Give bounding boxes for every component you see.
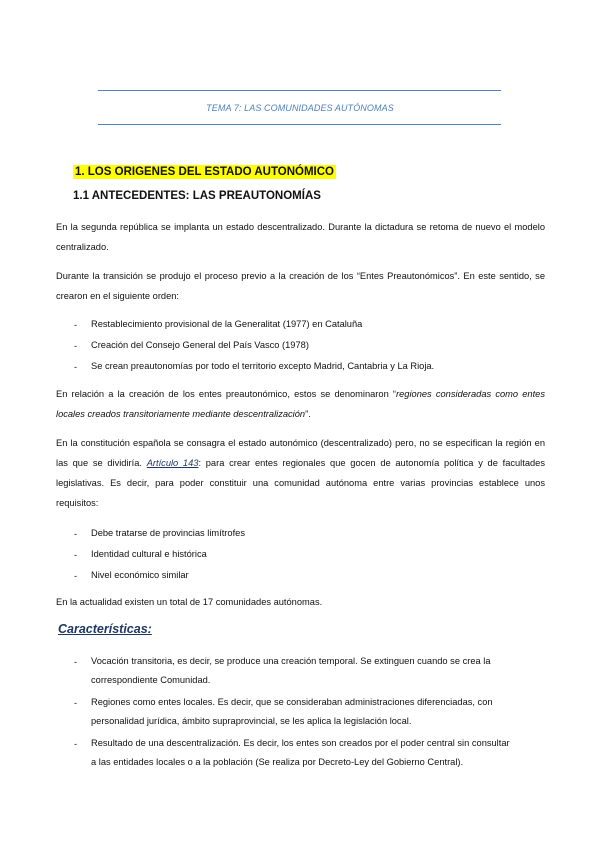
list-item: Identidad cultural e histórica — [91, 549, 207, 559]
list-item-continuation: personalidad jurídica, ámbito supraprovincial, se les aplica la legislación local. — [91, 716, 412, 726]
list-item: Debe tratarse de provincias limítrofes — [91, 528, 245, 538]
header-rule-bottom — [98, 124, 501, 125]
list-item: Resultado de una descentralización. Es decir, los entes son creados por el poder central sin consultar — [91, 738, 510, 748]
subsection-heading: 1.1 ANTECEDENTES: LAS PREAUTONOMÍAS — [73, 190, 321, 202]
list-item-continuation: a las entidades locales o a la población (Se realiza por Decreto-Ley del Gobierno Central). — [91, 757, 464, 767]
list-bullet: - — [74, 529, 78, 539]
list-bullet: - — [74, 341, 78, 351]
list-bullet: - — [74, 320, 78, 330]
paragraph-5: En la actualidad existen un total de 17 comunidades autónomas. — [56, 597, 323, 607]
list-bullet: - — [74, 571, 78, 581]
header-rule-top — [98, 90, 501, 91]
paragraph-4: En la constitución española se consagra el estado autonómico (descentralizado) pero, no se especifican la región en las que se dividiría. Artículo 143: para crear entes regionales que gocen de autonomía política y de facultades legislativas. Es decir, para poder constituir una comunidad autónoma entre varias provincias establece unos requisitos: — [56, 438, 545, 508]
list-bullet: - — [74, 550, 78, 560]
list-item: Creación del Consejo General del País Vasco (1978) — [91, 340, 309, 350]
section-heading: 1. LOS ORIGENES DEL ESTADO AUTONÓMICO — [75, 166, 334, 178]
list-bullet: - — [74, 362, 78, 372]
list-item: Se crean preautonomías por todo el territorio excepto Madrid, Cantabria y La Rioja. — [91, 361, 435, 371]
list-item: Nivel económico similar — [91, 570, 189, 580]
list-item: Vocación transitoria, es decir, se produce una creación temporal. Se extinguen cuando se crea la — [91, 656, 491, 666]
paragraph-3: En relación a la creación de los entes preautonómico, estos se denominaron “regiones consideradas como entes locales creados transitoriamente mediante descentralización”. — [56, 389, 545, 419]
articulo-143-link[interactable]: Artículo 143 — [146, 458, 199, 468]
list-item: Regiones como entes locales. Es decir, que se consideraban administraciones diferenciadas, con — [91, 697, 493, 707]
list-bullet: - — [74, 739, 78, 749]
page-title: TEMA 7: LAS COMUNIDADES AUTÓNOMAS — [206, 103, 394, 113]
quoted-definition: regiones consideradas como entes locales creados transitoriamente mediante descentralización — [56, 389, 545, 419]
paragraph-1: En la segunda república se implanta un estado descentralizado. Durante la dictadura se retoma de nuevo el modelo centralizado. — [56, 222, 545, 252]
caracteristicas-heading: Características: — [58, 622, 152, 636]
list-bullet: - — [74, 698, 78, 708]
list-bullet: - — [74, 657, 78, 667]
paragraph-2: Durante la transición se produjo el proceso previo a la creación de los “Entes Preautonómicos”. En este sentido, se crearon en el siguiente orden: — [56, 271, 545, 301]
list-item-continuation: correspondiente Comunidad. — [91, 675, 211, 685]
list-item: Restablecimiento provisional de la Generalitat (1977) en Cataluña — [91, 319, 363, 329]
